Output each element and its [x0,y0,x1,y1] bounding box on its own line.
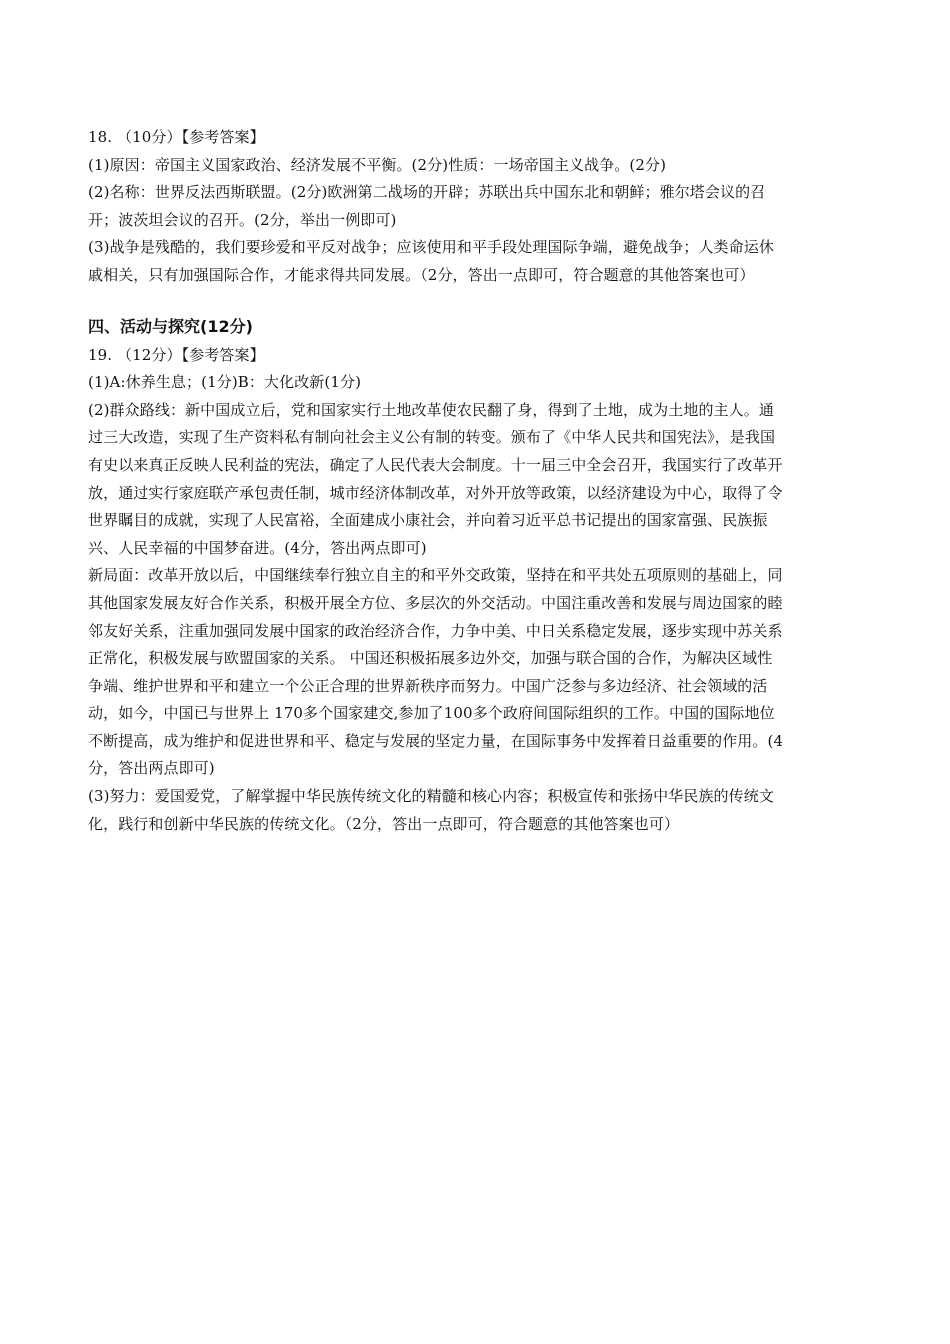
q18-header: 18. （10分）【参考答案】 [88,128,265,146]
q19-answer-2-line-2: 过三大改造，实现了生产资料私有制向社会主义公有制的转变。颁布了《中华人民共和国宪法》，是我国 [88,428,776,447]
q18-answer-1: (1)原因：帝国主义国家政治、经济发展不平衡。(2分)性质：一场帝国主义战争。(2分) [88,155,667,174]
q19-answer-3-line-3: 邻友好关系，注重加强同发展中国家的政治经济合作，力争中美、中日关系稳定发展，逐步实现中苏关系 [88,621,783,640]
q19-answer-2-line-6: 兴、人民幸福的中国梦奋进。(4分，答出两点即可) [88,538,427,557]
q19-answer-4-line-1: (3)努力：爱国爱党，了解掌握中华民族传统文化的精髓和核心内容；积极宣传和张扬中华民族的传统文 [88,787,774,806]
q19-answer-3-line-5: 争端、维护世界和平和建立一个公正合理的世界新秩序而努力。中国广泛参与多边经济、社会领域的活 [88,676,768,695]
q19-answer-2-line-4: 放，通过实行家庭联产承包责任制，城市经济体制改革，对外开放等政策，以经济建设为中心，取得了令 [88,483,783,502]
q19-answer-3-line-4: 正常化，积极发展与欧盟国家的关系。 中国还积极拓展多边外交，加强与联合国的合作，为解决区域性 [88,649,773,668]
section-4-title: 四、活动与探究(12分) [88,316,253,336]
q19-answer-4-line-2: 化，践行和创新中华民族的传统文化。（2分，答出一点即可，符合题意的其他答案也可） [88,814,680,833]
q18-answer-3-line-1: (3)战争是残酷的，我们要珍爱和平反对战争；应该使用和平手段处理国际争端，避免战争；人类命运休 [88,238,774,257]
q19-answer-3-line-6: 动，如今，中国已与世界上 170多个国家建交,参加了100多个政府间国际组织的工作。中国的国际地位 [88,704,775,723]
q19-answer-3-line-2: 其他国家发展友好合作关系，积极开展全方位、多层次的外交活动。中国注重改善和发展与周边国家的睦 [88,593,783,612]
q19-answer-3-line-8: 分，答出两点即可) [88,759,215,778]
q18-answer-2-line-1: (2)名称：世界反法西斯联盟。(2分)欧洲第二战场的开辟；苏联出兵中国东北和朝鲜；雅尔塔会议的召 [88,183,766,202]
q19-answer-3-line-7: 不断提高，成为维护和促进世界和平、稳定与发展的坚定力量，在国际事务中发挥着日益重要的作用。(4 [88,731,784,750]
q19-answer-2-line-3: 有史以来真正反映人民利益的宪法，确定了人民代表大会制度。十一届三中全会召开，我国实行了改革开 [88,455,783,474]
q18-answer-2-line-2: 开；波茨坦会议的召开。(2分，举出一例即可) [88,210,397,229]
q19-answer-2-line-1: (2)群众路线：新中国成立后，党和国家实行土地改革使农民翻了身，得到了土地，成为土地的主人。通 [88,400,774,419]
q19-answer-2-line-5: 世界瞩目的成就，实现了人民富裕，全面建成小康社会，并向着习近平总书记提出的国家富强、民族振 [88,511,768,530]
section-spacer [88,290,864,312]
answer-document [88,124,864,838]
q19-answer-3-line-1: 新局面：改革开放以后，中国继续奉行独立自主的和平外交政策，坚持在和平共处五项原则的基础上，同 [88,566,783,585]
q19-answer-1: (1)A:休养生息；(1分)B：大化改新(1分) [88,373,362,392]
q19-header: 19. （12分）【参考答案】 [88,345,265,364]
q18-answer-3-line-2: 戚相关，只有加强国际合作，才能求得共同发展。（2分，答出一点即可，符合题意的其他答案也可） [88,265,755,284]
